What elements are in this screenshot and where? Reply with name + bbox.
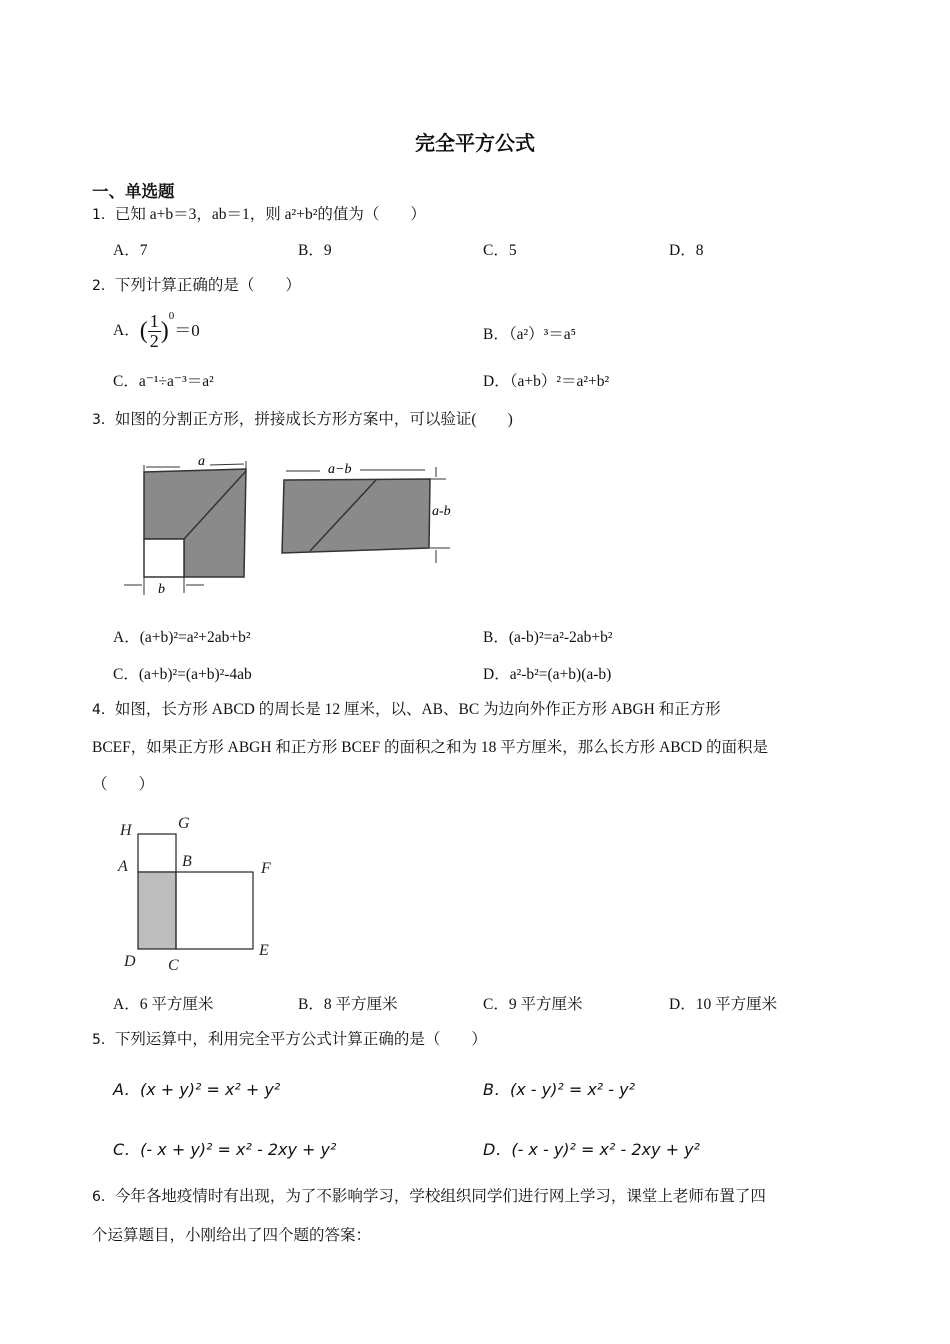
option-label: A． — [113, 321, 140, 339]
q1-option-a[interactable]: A．7 — [113, 242, 148, 259]
question-text-line-2: 个运算题目，小刚给出了四个题的答案： — [92, 1227, 372, 1244]
label-a: a — [198, 454, 205, 469]
exponent: 0 — [168, 309, 175, 322]
question-number: 4． — [92, 702, 115, 718]
q2-option-b[interactable]: B．（a²）³＝a⁵ — [483, 326, 577, 343]
label-g: G — [178, 815, 190, 832]
q3-option-d[interactable]: D．a²-b²=(a+b)(a-b) — [483, 666, 612, 683]
question-5 — [92, 1032, 487, 1048]
q3-option-c[interactable]: C．(a+b)²=(a+b)²-4ab — [113, 666, 252, 683]
label-b: b — [158, 582, 165, 597]
label-d: D — [124, 953, 136, 970]
question-number: 3． — [92, 412, 115, 428]
q4-option-b[interactable]: B．8 平方厘米 — [298, 996, 398, 1013]
square-abgh — [138, 834, 176, 872]
question-text: 下列运算中，利用完全平方公式计算正确的是（ ） — [114, 1031, 487, 1048]
question-text: 下列计算正确的是（ ） — [114, 277, 301, 294]
label-e: E — [259, 942, 269, 959]
q1-option-d[interactable]: D．8 — [669, 242, 704, 259]
label-a: A — [118, 858, 128, 875]
denominator: 2 — [149, 330, 159, 351]
q4-option-d[interactable]: D．10 平方厘米 — [669, 996, 778, 1013]
q2-option-a[interactable]: A．( $\frac{1}{2}$ )$^0$＝0 — [113, 309, 200, 351]
option-rest: ＝0 — [174, 321, 200, 341]
q2-option-d[interactable]: D．（a+b）²＝a²+b² — [483, 373, 610, 390]
section-heading: 一、单选题 — [92, 182, 175, 201]
question-4 — [92, 702, 721, 718]
q3-option-a[interactable]: A．(a+b)²=a²+2ab+b² — [113, 629, 251, 646]
question-text-line-3: （ ） — [92, 776, 155, 793]
question-1 — [92, 207, 426, 223]
page-title: 完全平方公式 — [415, 131, 535, 155]
question-number: 5． — [92, 1032, 115, 1048]
label-c: C — [168, 957, 179, 974]
q3-option-b[interactable]: B．(a-b)²=a²-2ab+b² — [483, 629, 613, 646]
question-number: 6． — [92, 1189, 115, 1205]
rectangle-abcd — [138, 872, 176, 949]
q5-option-a[interactable]: A．(x + y)² = x² + y² — [113, 1080, 281, 1099]
q1-option-b[interactable]: B．9 — [298, 242, 332, 259]
q4-figure — [110, 810, 290, 980]
question-text-line-1: 如图，长方形 ABCD 的周长是 12 厘米，以、AB、BC 为边向外作正方形 ABGH 和正方形 — [114, 701, 721, 718]
label-a-minus-b-top: a−b — [328, 462, 352, 477]
square-bcef — [176, 872, 253, 949]
q5-option-d[interactable]: D．(- x - y)² = x² - 2xy + y² — [483, 1140, 700, 1159]
rectangle — [282, 479, 430, 553]
question-3 — [92, 412, 513, 428]
q4-option-a[interactable]: A．6 平方厘米 — [113, 996, 214, 1013]
q5-option-c[interactable]: C．(- x + y)² = x² - 2xy + y² — [113, 1140, 337, 1159]
q3-figure — [110, 445, 470, 600]
small-square — [144, 539, 184, 577]
question-number: 2． — [92, 278, 115, 294]
q4-option-c[interactable]: C．9 平方厘米 — [483, 996, 583, 1013]
question-6 — [92, 1189, 766, 1205]
q5-option-b[interactable]: B．(x - y)² = x² - y² — [483, 1080, 636, 1099]
question-text-line-2: BCEF，如果正方形 ABGH 和正方形 BCEF 的面积之和为 18 平方厘米，那么长方形 ABCD 的面积是 — [92, 739, 769, 756]
q1-option-c[interactable]: C．5 — [483, 242, 517, 259]
label-a-minus-b-side: a-b — [432, 504, 451, 519]
label-h: H — [120, 822, 132, 839]
question-text: 已知 a+b＝3，ab＝1，则 a²+b²的值为（ ） — [114, 206, 426, 223]
question-text: 如图的分割正方形，拼接成长方形方案中，可以验证( ) — [114, 411, 513, 428]
label-f: F — [261, 860, 271, 877]
q2-option-c[interactable]: C．a⁻¹÷a⁻³＝a² — [113, 373, 214, 390]
question-2 — [92, 278, 301, 294]
fraction — [148, 312, 161, 351]
question-number: 1． — [92, 207, 115, 223]
label-b: B — [182, 853, 192, 870]
question-text-line-1: 今年各地疫情时有出现，为了不影响学习，学校组织同学们进行网上学习，课堂上老师布置了四 — [114, 1188, 766, 1205]
numerator: 1 — [149, 311, 159, 331]
